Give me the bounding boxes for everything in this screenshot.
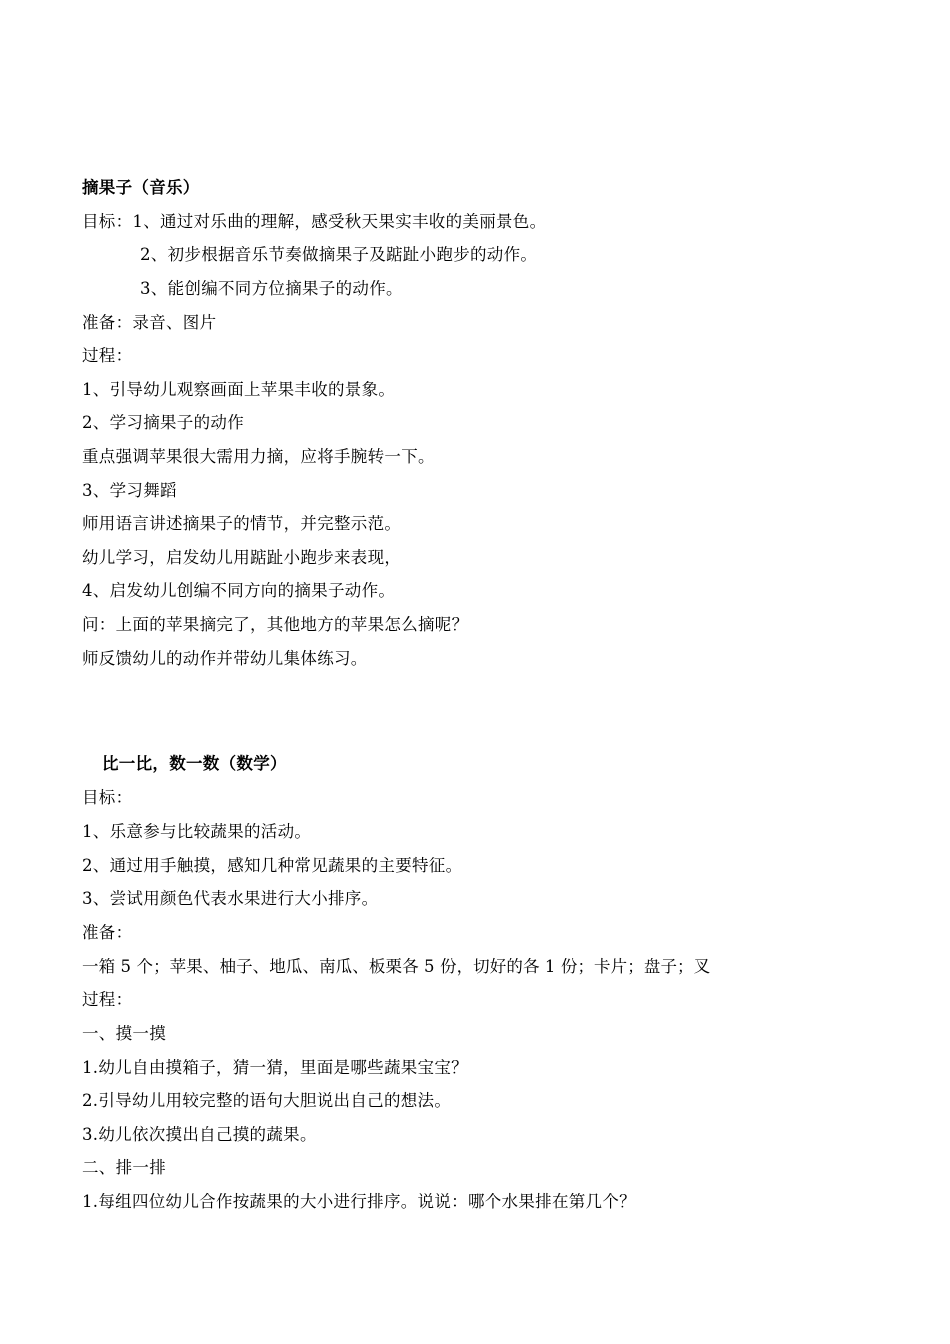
- section-2-goals-label: 目标：: [82, 788, 133, 807]
- section-2-process-label: 过程：: [82, 990, 133, 1009]
- section-2-prep-label: 准备：: [82, 923, 133, 942]
- section-1-step: 3、学习舞蹈: [82, 481, 177, 500]
- section-1-goal-3: 3、能创编不同方位摘果子的动作。: [140, 279, 403, 298]
- section-2-step: 1.幼儿自由摸箱子，猜一猜，里面是哪些蔬果宝宝？: [82, 1058, 468, 1077]
- section-1-process-label: 过程：: [82, 346, 133, 365]
- section-1-prep: 准备：录音、图片: [82, 313, 217, 332]
- section-1-step: 师用语言讲述摘果子的情节，并完整示范。: [82, 514, 402, 533]
- section-1-step: 幼儿学习，启发幼儿用踮趾小跑步来表现，: [82, 548, 402, 567]
- section-2-goal: 2、通过用手触摸，感知几种常见蔬果的主要特征。: [82, 856, 463, 875]
- section-1-step: 重点强调苹果很大需用力摘，应将手腕转一下。: [82, 447, 435, 466]
- section-2-step: 3.幼儿依次摸出自己摸的蔬果。: [82, 1125, 317, 1144]
- section-2-step: 1.每组四位幼儿合作按蔬果的大小进行排序。说说：哪个水果排在第几个？: [82, 1192, 636, 1211]
- section-1-step: 2、学习摘果子的动作: [82, 413, 244, 432]
- section-1-step: 1、引导幼儿观察画面上苹果丰收的景象。: [82, 380, 396, 399]
- section-1-goal-1: 目标：1、通过对乐曲的理解，感受秋天果实丰收的美丽景色。: [82, 212, 547, 231]
- section-2-prep: 一箱 5 个；苹果、柚子、地瓜、南瓜、板栗各 5 份，切好的各 1 份；卡片；盘子；叉: [82, 957, 711, 976]
- section-1-step: 师反馈幼儿的动作并带幼儿集体练习。: [82, 649, 368, 668]
- section-1-goal-2: 2、初步根据音乐节奏做摘果子及踮趾小跑步的动作。: [140, 245, 538, 264]
- section-2-step: 2.引导幼儿用较完整的语句大胆说出自己的想法。: [82, 1091, 452, 1110]
- section-2-goal: 3、尝试用颜色代表水果进行大小排序。: [82, 889, 379, 908]
- section-1-step: 问：上面的苹果摘完了，其他地方的苹果怎么摘呢？: [82, 615, 469, 634]
- section-2-title: 比一比，数一数（数学）: [102, 754, 287, 773]
- section-2-step: 一、摸一摸: [82, 1024, 166, 1043]
- section-1-title: 摘果子（音乐）: [82, 178, 200, 197]
- section-2-goal: 1、乐意参与比较蔬果的活动。: [82, 822, 312, 841]
- section-1-step: 4、启发幼儿创编不同方向的摘果子动作。: [82, 581, 396, 600]
- section-2-step: 二、排一排: [82, 1158, 166, 1177]
